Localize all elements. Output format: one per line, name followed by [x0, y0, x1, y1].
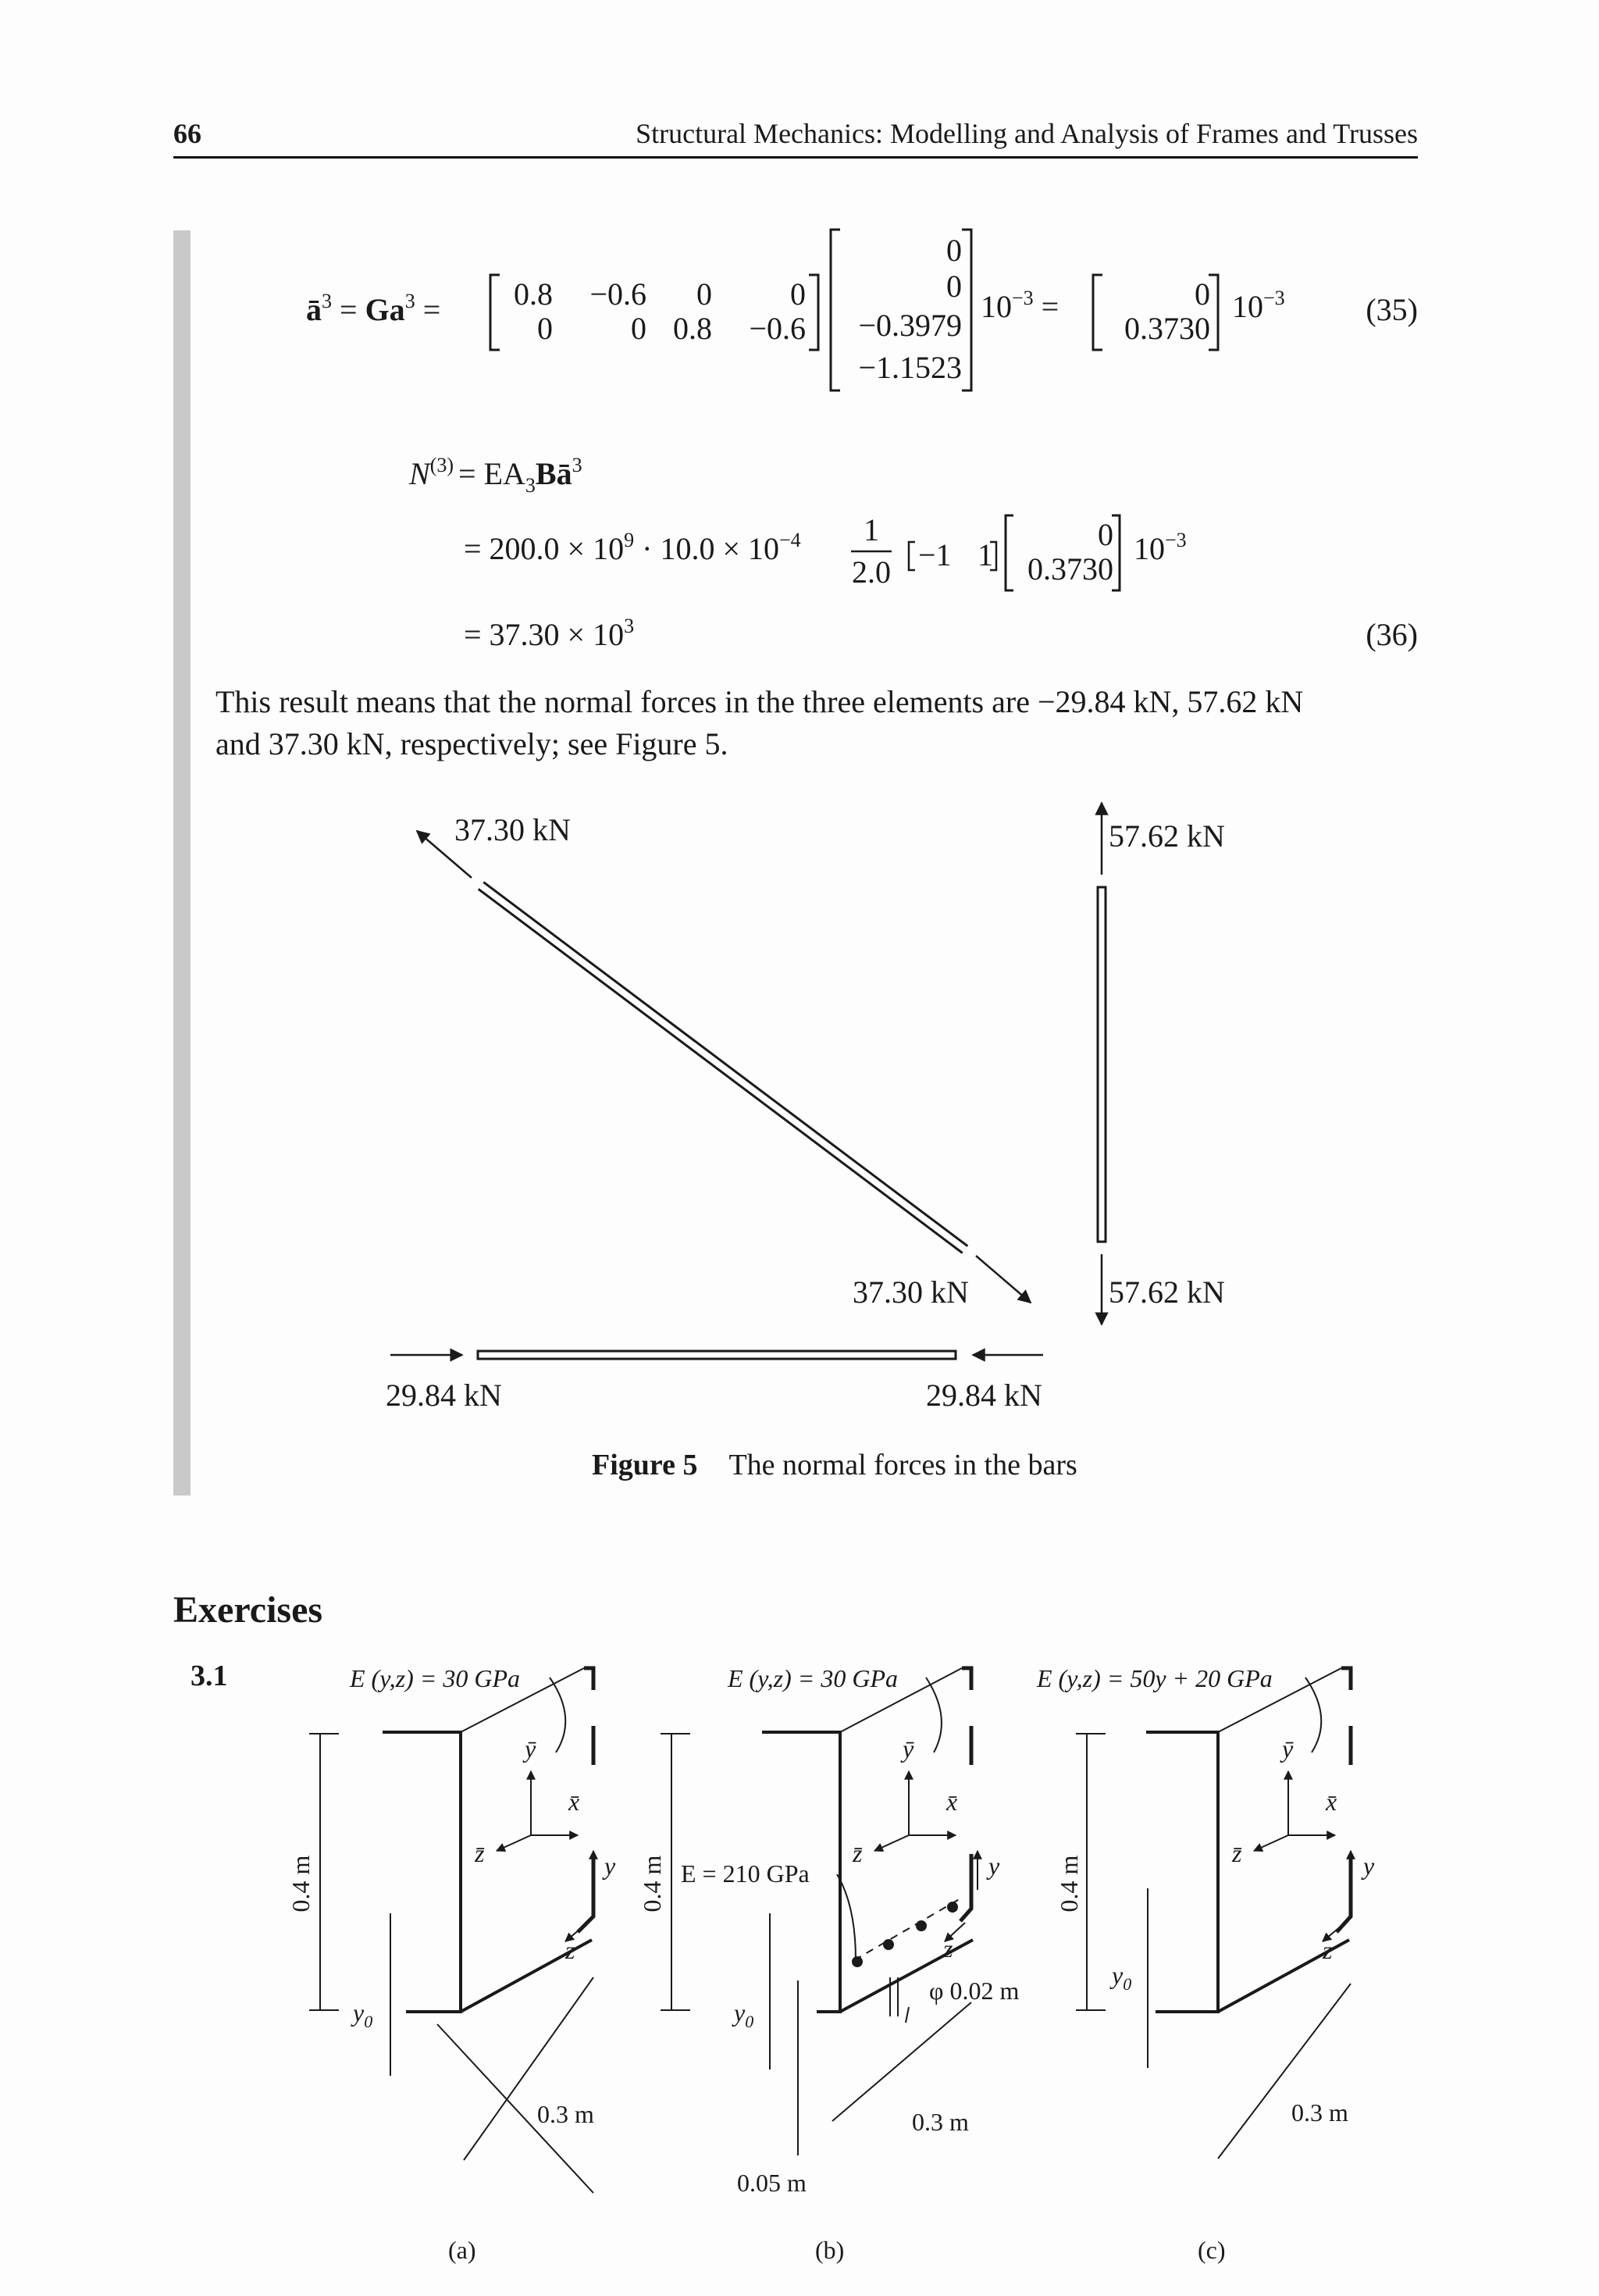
svg-text:y: y: [604, 1852, 616, 1880]
figure-caption: Figure 5 The normal forces in the bars: [592, 1449, 1077, 1481]
panel-c-leader: [1305, 1677, 1321, 1752]
panel-c-zbar-axis: [1254, 1835, 1288, 1851]
horiz-right-label: 29.84 kN: [926, 1378, 1042, 1413]
diag-bottom-label: 37.30 kN: [853, 1275, 969, 1310]
svg-text:0: 0: [946, 233, 962, 268]
svg-text:z̄: z̄: [475, 1839, 485, 1867]
rebar-dot: [852, 1956, 863, 1967]
svg-text:(a): (a): [448, 2236, 476, 2264]
panel-c-width-line: [1218, 1984, 1351, 2159]
col-vec-1: 0.3730: [1027, 551, 1113, 586]
panel-b-right-flange: [960, 1854, 971, 1921]
svg-text:0: 0: [790, 276, 806, 312]
svg-text:z: z: [943, 1934, 953, 1963]
rebar-dot: [947, 1902, 958, 1913]
svg-text:x̄: x̄: [946, 1788, 958, 1816]
panel-b-labels: [638, 1664, 1019, 2264]
eq35-factor2: $10^{-3}$: [1232, 287, 1285, 324]
exercise-number: 3.1: [191, 1660, 228, 1692]
svg-text:y0: $y_0$: [1112, 1961, 1132, 1994]
horiz-left-label: 29.84 kN: [386, 1378, 502, 1413]
row-vec-0: −1: [918, 537, 952, 572]
svg-text:0.4 m: 0.4 m: [638, 1855, 666, 1913]
panel-b-diam-leader: [906, 2007, 909, 2023]
diag-top-label: 37.30 kN: [454, 812, 571, 847]
frac-den: 2.0: [852, 554, 891, 590]
svg-text:0.3 m: 0.3 m: [1291, 2098, 1348, 2127]
page-number: 66: [173, 118, 201, 149]
svg-text:0: 0: [946, 269, 962, 304]
svg-text:y: y: [988, 1852, 1000, 1880]
svg-text:0: 0: [696, 276, 712, 312]
exercises-heading: Exercises: [173, 1589, 323, 1631]
svg-text:0.8: 0.8: [514, 276, 553, 312]
svg-text:0: 0: [631, 311, 646, 346]
svg-text:z: z: [565, 1936, 575, 1964]
svg-text:x̄: x̄: [1326, 1788, 1337, 1816]
svg-text:x̄: x̄: [568, 1788, 580, 1816]
panel-a-zbar-axis: [497, 1835, 531, 1851]
svg-text:z: z: [1323, 1936, 1333, 1964]
svg-text:E = 210 GPa: E = 210 GPa: [681, 1859, 810, 1888]
svg-text:0.3 m: 0.3 m: [537, 2100, 594, 2128]
svg-text:ȳ: ȳ: [903, 1734, 914, 1763]
row-vec-1: 1: [978, 537, 993, 572]
panel-b-top-flange: [962, 1668, 971, 1690]
svg-text:0.3 m: 0.3 m: [912, 2108, 969, 2136]
svg-text:y: y: [1363, 1852, 1375, 1880]
svg-text:0.3730: 0.3730: [1124, 311, 1210, 346]
panel-c-web: [1146, 1732, 1218, 2012]
svg-text:φ 0.02 m: φ 0.02 m: [929, 1977, 1020, 2005]
rebar-dot: [916, 1920, 927, 1931]
svg-text:0.4 m: 0.4 m: [1055, 1855, 1083, 1913]
panel-a-labels: [287, 1664, 616, 2264]
frac-num: 1: [864, 512, 879, 547]
vert-top-label: 57.62 kN: [1109, 818, 1225, 854]
rebar-dot: [883, 1939, 894, 1950]
svg-text:0: 0: [1195, 276, 1210, 312]
eq35-factor1: $10^{-3}$ =: [981, 287, 1059, 324]
panel-b: [661, 1668, 978, 2155]
eq36-line2: = $200.0 \times 10^9 \cdot 10.0 \times 10^{-4}$: [464, 529, 801, 566]
panel-c-top-flange: [1341, 1668, 1351, 1690]
svg-text:y0: $y_0$: [353, 1998, 373, 2031]
svg-text:(c): (c): [1198, 2236, 1226, 2264]
eq36-line2-factor: $10^{-3}$: [1134, 529, 1187, 566]
svg-text:(b): (b): [815, 2236, 845, 2264]
panel-b-zbar-axis: [874, 1835, 909, 1851]
svg-text:E (y,z) = 30 GPa: E (y,z) = 30 GPa: [350, 1664, 520, 1692]
svg-text:−0.6: −0.6: [749, 311, 806, 346]
running-title: Structural Mechanics: Modelling and Analysis of Frames and Trusses: [636, 118, 1418, 149]
svg-text:0.4 m: 0.4 m: [287, 1855, 315, 1913]
svg-text:−0.6: −0.6: [589, 276, 646, 312]
panel-a-width-line: [464, 1977, 593, 2160]
svg-text:−1.1523: −1.1523: [858, 350, 962, 385]
panel-b-leader: [926, 1677, 942, 1752]
eq35-lhs: $ā^3 = Ga^3$ =: [306, 290, 441, 327]
eq36-number: (36): [1366, 617, 1418, 652]
svg-text:ȳ: ȳ: [525, 1734, 536, 1763]
paragraph-line-2: and 37.30 kN, respectively; see Figure 5.: [215, 726, 728, 761]
svg-text:−0.3979: −0.3979: [858, 308, 962, 343]
panel-a-web: [383, 1732, 461, 2012]
svg-text:z̄: z̄: [853, 1839, 863, 1867]
panel-a-top-flange: [584, 1668, 593, 1690]
eq35-number: (35): [1366, 292, 1418, 327]
col-vec-0: 0: [1098, 517, 1113, 552]
paragraph-line-1: This result means that the normal forces in the three elements are −29.84 kN, 57.62 kN: [215, 684, 1304, 719]
eq36-line1: $N^{(3)}$ = $EA_3Bā^3$: [409, 454, 582, 497]
svg-text:z̄: z̄: [1232, 1839, 1242, 1867]
panel-b-width-line: [832, 2002, 971, 2121]
svg-text:0.8: 0.8: [673, 311, 712, 346]
panel-c: [1076, 1668, 1351, 2159]
panel-a-leader: [550, 1677, 565, 1752]
vert-bottom-label: 57.62 kN: [1109, 1275, 1225, 1310]
svg-text:ȳ: ȳ: [1282, 1734, 1294, 1763]
svg-text:E (y,z) = 50y + 20 GPa: E (y,z) = 50y + 20 GPa: [1037, 1664, 1273, 1692]
eq36-line3: = $37.30 \times 10^3$: [464, 615, 635, 652]
svg-text:E (y,z) = 30 GPa: E (y,z) = 30 GPa: [728, 1664, 898, 1692]
svg-text:0: 0: [537, 311, 553, 346]
svg-text:y0: $y_0$: [734, 1998, 754, 2031]
svg-text:0.05 m: 0.05 m: [737, 2169, 807, 2197]
